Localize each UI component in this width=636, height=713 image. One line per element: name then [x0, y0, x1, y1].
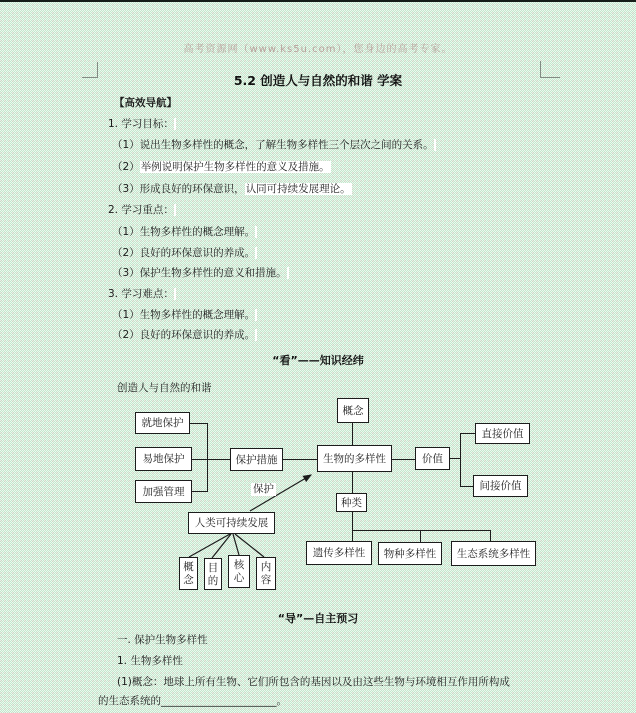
line-text: （3）保护生物多样性的意义和措施。: [112, 267, 287, 279]
diagram-box-value: 价值: [415, 447, 450, 470]
diagram-box-ecosystem-diversity: 生态系统多样性: [451, 541, 536, 566]
diagram-box-strengthen-management: 加强管理: [135, 480, 192, 503]
highlighted-text: [255, 226, 257, 238]
study-line: [112, 246, 257, 261]
nav-header: 【高效导航】: [114, 97, 177, 109]
line-text: （2）良好的环保意识的养成。: [112, 329, 256, 341]
section-heading-preview: “导”—自主预习: [277, 612, 359, 625]
highlighted-text: [255, 247, 257, 259]
highlighted-text: 认同可持续发展理论。: [245, 183, 351, 195]
diagram-intro-text: 创造人与自然的和谐: [117, 382, 212, 394]
highlighted-text: [174, 288, 176, 300]
diagram-box-sustainable-development: 人类可持续发展: [188, 512, 275, 534]
study-line: [112, 328, 257, 343]
diagram-arrow-label-protect: 保护: [253, 483, 274, 495]
study-line: [108, 287, 176, 302]
line-text: （1）说出生物多样性的概念，了解生物多样性三个层次之间的关系。: [112, 139, 434, 151]
study-line: [112, 225, 257, 240]
highlighted-text: [255, 329, 257, 341]
diagram-box-in-situ-protection: 就地保护: [135, 412, 190, 434]
study-line: [112, 138, 436, 153]
study-line: [112, 308, 257, 323]
line-text: （1）生物多样性的概念理解。: [112, 309, 256, 321]
line-text: （2）: [112, 161, 140, 173]
diagram-box-ex-situ-protection: 易地保护: [135, 447, 192, 471]
highlighted-text: [174, 118, 176, 130]
study-line: [108, 117, 176, 132]
watermark-header: 高考资源网（www.ks5u.com），您身边的高考专家。: [183, 44, 453, 55]
study-line: [112, 182, 352, 197]
diagram-box-biodiversity: 生物的多样性: [317, 445, 392, 472]
line-text: 1. 学习目标：: [108, 118, 174, 130]
highlighted-text: [255, 309, 257, 321]
diagram-box-genetic-diversity: 遗传多样性: [306, 541, 372, 565]
highlighted-text: [287, 267, 289, 279]
highlighted-text: 举例说明保护生物多样性的意义及措施。: [140, 161, 330, 173]
study-line: [108, 203, 176, 218]
line-text: （3）形成良好的环保意识，: [112, 183, 245, 195]
highlighted-text: [434, 139, 436, 151]
line-text: 3. 学习难点：: [108, 288, 174, 300]
line-text: 2. 学习重点：: [108, 204, 174, 216]
diagram-box-direct-value: 直接价值: [475, 423, 530, 444]
diagram-box-types: 种类: [336, 493, 367, 512]
diagram-box-sub-core: 核心: [228, 555, 250, 588]
page-title: 5.2 创造人与自然的和谐 学案: [233, 73, 403, 88]
preview-line: 1. 生物多样性: [117, 655, 183, 667]
diagram-box-concept: 概念: [337, 398, 369, 423]
study-line: [112, 266, 289, 281]
diagram-box-indirect-value: 间接价值: [473, 475, 528, 497]
section-heading-knowledge: “看”——知识经纬: [272, 354, 364, 367]
diagram-box-sub-content: 内容: [256, 557, 276, 590]
diagram-box-sub-purpose: 目的: [204, 558, 222, 590]
preview-line-blank: 的生态系统的______________________。: [98, 695, 287, 707]
diagram-box-sub-concept: 概念: [179, 557, 198, 590]
diagram-box-species-diversity: 物种多样性: [378, 542, 442, 565]
study-line: [112, 160, 331, 175]
highlighted-text: [174, 204, 176, 216]
line-text: （2）良好的环保意识的养成。: [112, 247, 256, 259]
preview-line: (1)概念：地球上所有生物、它们所包含的基因以及由这些生物与环境相互作用所构成: [117, 676, 510, 688]
diagram-box-protection-measures: 保护措施: [230, 448, 283, 471]
line-text: （1）生物多样性的概念理解。: [112, 226, 256, 238]
preview-line: 一. 保护生物多样性: [117, 634, 208, 646]
